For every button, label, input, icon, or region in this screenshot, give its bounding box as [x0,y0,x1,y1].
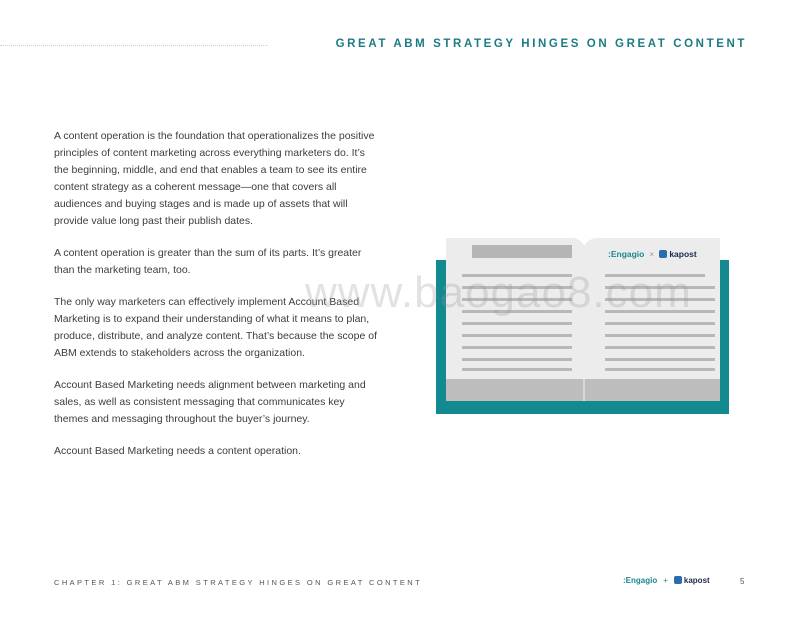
text-line [605,322,715,325]
book-logos [608,249,697,259]
kapost-logo-icon [674,576,682,584]
text-line [605,368,715,371]
paragraph: The only way marketers can effectively implement Account Based Marketing is to expand their understanding of what it means to plan, produce, distribute, and analyze content. That’s because the scope of ABM extends to stakeholders across the organization. [54,296,377,359]
text-line [462,368,572,371]
paragraph: A content operation is greater than the sum of its parts. It’s greater than the marketing team, too. [54,247,362,276]
watermark: www.baogao8.com [305,268,692,317]
book-page-edge [446,379,720,401]
text-line [605,358,715,361]
text-line [605,346,715,349]
text-line [462,322,572,325]
kapost-logo: kapost [683,576,710,585]
header-dotted-rule [0,45,268,46]
kapost-logo-icon [659,250,667,258]
open-book-illustration [436,238,729,414]
book-left-page [446,238,586,401]
section-title: GREAT ABM STRATEGY HINGES ON GREAT CONTENT [335,38,747,50]
text-line [605,334,715,337]
book-right-page [583,238,720,401]
text-line [462,358,572,361]
heading-placeholder-bar [472,245,572,258]
footer-chapter-title: CHAPTER 1: GREAT ABM STRATEGY HINGES ON GREAT CONTENT [54,578,423,587]
times-separator: × [649,249,655,259]
plus-separator: + [663,576,668,585]
page-number: 5 [740,577,745,586]
footer-logos [623,576,710,585]
engagio-logo: :Engagio [623,576,658,585]
engagio-logo: :Engagio [608,249,645,259]
paragraph: A content operation is the foundation that operationalizes the positive principles of content marketing across everything marketers do. It’s the beginning, middle, and end that enables a team to see its entire content strategy as a coherent message—one that covers all audiences and buying stages and is made up of assets that will provide value long past their publish dates. [54,130,375,227]
paragraph: Account Based Marketing needs alignment between marketing and sales, as well as consistent messaging that communicates key themes and messaging throughout the buyer’s journey. [54,379,366,425]
kapost-logo: kapost [669,249,697,259]
text-line [462,346,572,349]
text-line [462,334,572,337]
paragraph: Account Based Marketing needs a content operation. [54,445,301,457]
